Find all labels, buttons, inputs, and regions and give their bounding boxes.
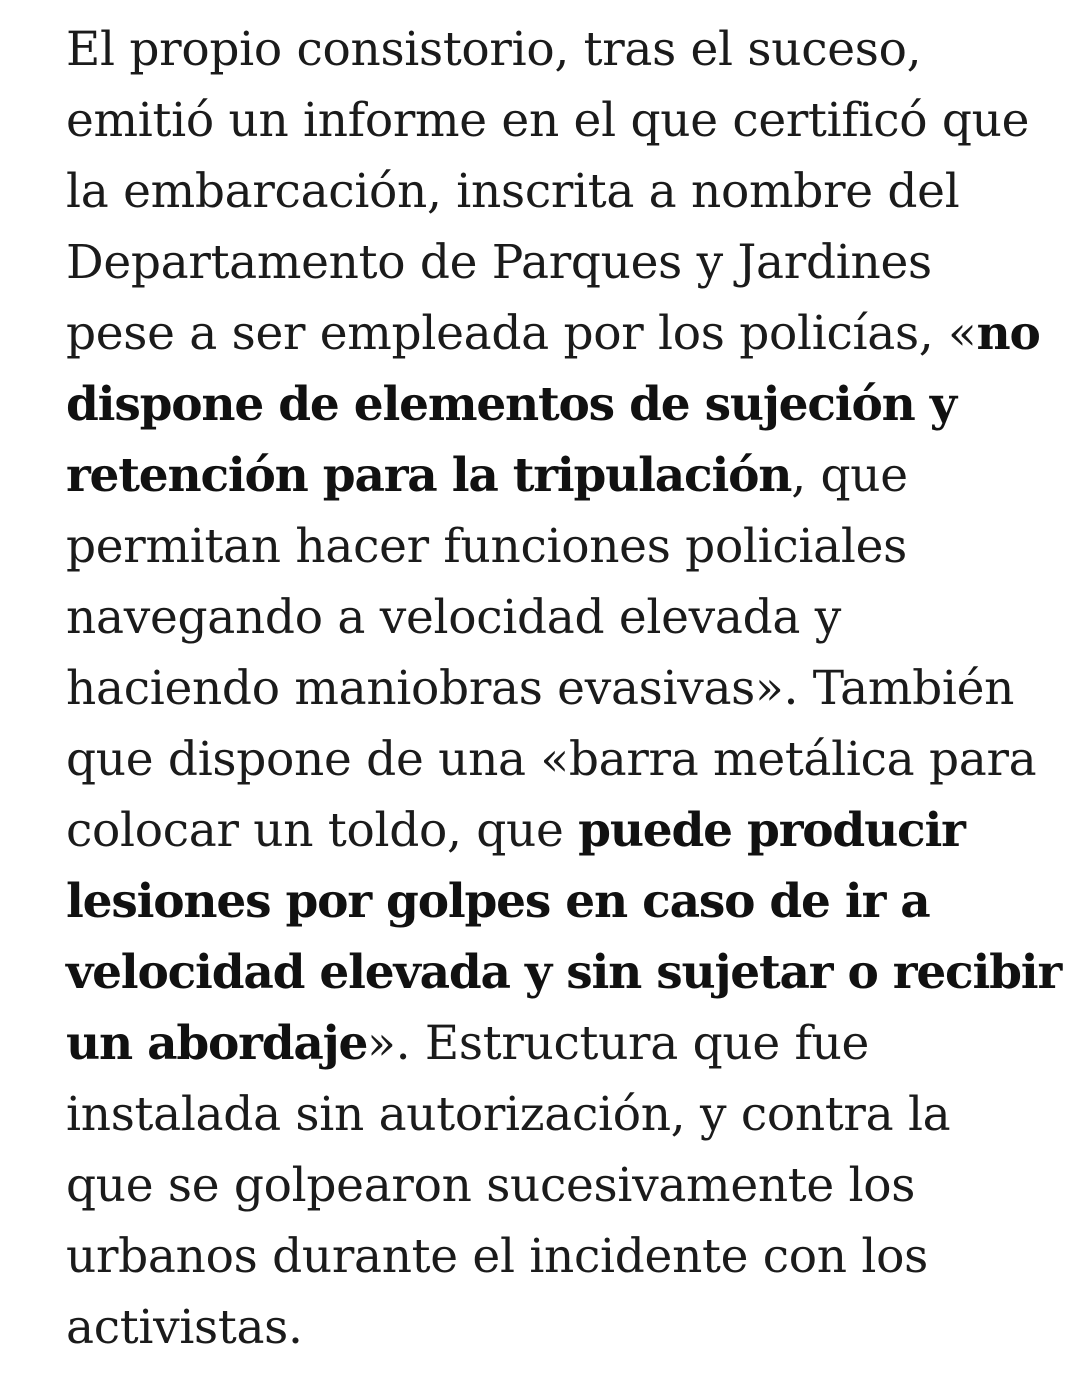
bold-text-segment: velocidad elevada y sin sujetar o recibir <box>66 945 1062 1000</box>
paragraph-line <box>66 1079 1066 1150</box>
text-segment: Departamento de Parques y Jardines <box>66 235 932 290</box>
text-segment: activistas. <box>66 1300 303 1355</box>
bold-text-segment: retención para la tripulación <box>66 448 792 503</box>
article-paragraph <box>66 14 1066 1363</box>
paragraph-line <box>66 85 1066 156</box>
text-segment: ». Estructura que fue <box>367 1016 870 1071</box>
paragraph-line <box>66 227 1066 298</box>
text-segment: haciendo maniobras evasivas». También <box>66 661 1015 716</box>
text-segment: la embarcación, inscrita a nombre del <box>66 164 960 219</box>
bold-text-segment: dispone de elementos de sujeción y <box>66 377 956 432</box>
paragraph-line <box>66 653 1066 724</box>
text-segment: colocar un toldo, que <box>66 803 579 858</box>
text-segment: que se golpearon sucesivamente los <box>66 1158 916 1213</box>
paragraph-line <box>66 795 1066 866</box>
text-segment: pese a ser empleada por los policías, « <box>66 306 977 361</box>
text-segment: permitan hacer funciones policiales <box>66 519 907 574</box>
text-segment: navegando a velocidad elevada y <box>66 590 842 645</box>
bold-text-segment: puede producir <box>578 803 965 858</box>
paragraph-line <box>66 511 1066 582</box>
paragraph-line <box>66 1292 1066 1363</box>
text-segment: instalada sin autorización, y contra la <box>66 1087 951 1142</box>
paragraph-line <box>66 14 1066 85</box>
bold-text-segment: no <box>976 306 1040 361</box>
paragraph-line <box>66 582 1066 653</box>
paragraph-line <box>66 369 1066 440</box>
paragraph-line <box>66 866 1066 937</box>
paragraph-line <box>66 440 1066 511</box>
text-segment: , que <box>791 448 908 503</box>
text-segment: emitió un informe en el que certificó que <box>66 93 1030 148</box>
bold-text-segment: lesiones por golpes en caso de ir a <box>66 874 930 929</box>
paragraph-line <box>66 1221 1066 1292</box>
paragraph-line <box>66 156 1066 227</box>
paragraph-line <box>66 298 1066 369</box>
text-segment: El propio consistorio, tras el suceso, <box>66 22 922 77</box>
text-segment: que dispone de una «barra metálica para <box>66 732 1037 787</box>
paragraph-line <box>66 724 1066 795</box>
paragraph-line <box>66 1150 1066 1221</box>
text-segment: urbanos durante el incidente con los <box>66 1229 928 1284</box>
paragraph-line <box>66 1008 1066 1079</box>
paragraph-line <box>66 937 1066 1008</box>
bold-text-segment: un abordaje <box>66 1016 368 1071</box>
